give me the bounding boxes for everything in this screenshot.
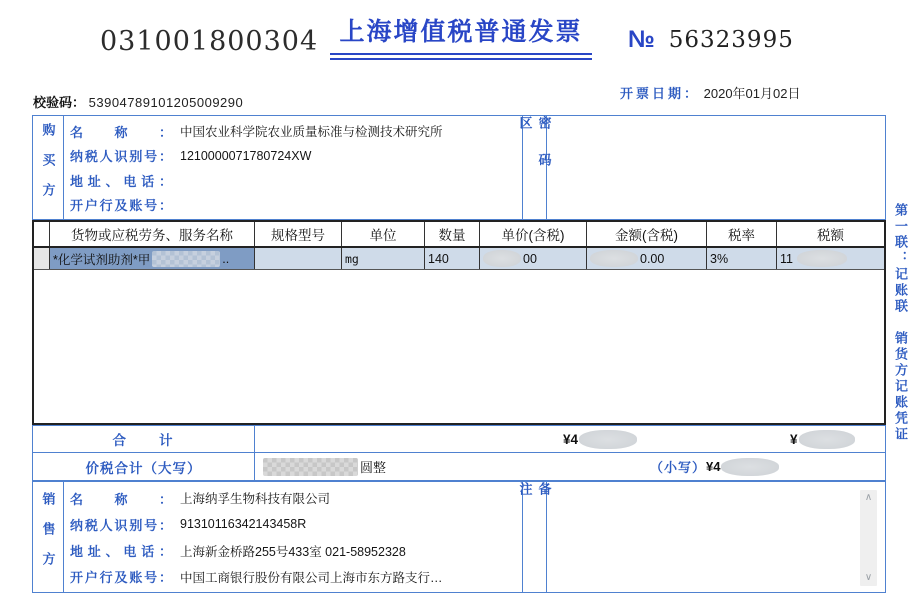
buyer-section xyxy=(32,115,886,220)
item-tax-amount-cell xyxy=(777,248,884,269)
password-zone-column xyxy=(517,116,552,219)
seller-taxid-value: 91310116342143458R xyxy=(180,517,307,532)
item-unit-price-cell xyxy=(480,248,587,269)
sum-content xyxy=(255,426,885,452)
sum-tax xyxy=(790,430,855,449)
seller-address-value: 上海新金桥路255号433室 021-58952328 xyxy=(180,544,406,559)
item-name-text: *化学试剂助剂*甲 xyxy=(53,252,151,267)
redaction-blur xyxy=(799,430,855,449)
amount-visible: 0.00 xyxy=(640,251,665,266)
sum-amount xyxy=(563,430,637,449)
total-in-words-label: 价税合计（大写） xyxy=(33,453,255,480)
col-amount: 金额(含税) xyxy=(587,222,707,246)
col-spec: 规格型号 xyxy=(255,222,342,246)
issue-date-row xyxy=(620,83,800,102)
buyer-taxid-label: 纳税人识别号： xyxy=(70,149,172,165)
item-unit-cell: mg xyxy=(342,248,425,269)
copy-usage-note: 第一联：记账联 销货方记账凭证 xyxy=(893,203,908,443)
seller-name-value: 上海纳孚生物科技有限公司 xyxy=(180,492,331,507)
item-quantity-cell: 140 xyxy=(425,248,480,269)
seller-name-label: 名称： xyxy=(70,491,172,507)
issue-date-label: 开票日期： xyxy=(620,86,701,101)
password-zone-area xyxy=(547,116,885,219)
sum-amount-visible: ¥4 xyxy=(563,432,579,447)
item-amount-cell xyxy=(587,248,707,269)
unit-price-visible: 00 xyxy=(523,251,537,266)
seller-address-label: 地址、电话： xyxy=(70,544,172,560)
check-code-label: 校验码： xyxy=(33,95,86,110)
item-spec-cell xyxy=(255,248,342,269)
total-in-words-row xyxy=(33,453,885,480)
buyer-taxid-value: 1210000071780724XW xyxy=(180,148,312,163)
buyer-name-value: 中国农业科学院农业质量标准与检测技术研究所 xyxy=(180,125,443,140)
row-selector-cell[interactable] xyxy=(34,248,50,269)
buyer-bank-row xyxy=(70,193,522,218)
invoice-title-block xyxy=(330,12,592,60)
seller-section xyxy=(32,481,886,593)
item-name-cell xyxy=(50,248,255,269)
buyer-address-label: 地址、电话： xyxy=(70,173,172,189)
redaction-blur xyxy=(721,458,779,476)
amount-numeric xyxy=(650,457,779,476)
col-unit: 单位 xyxy=(342,222,425,246)
item-name-trailing: .. xyxy=(222,251,230,266)
item-tax-rate-cell: 3% xyxy=(707,248,777,269)
notes-column xyxy=(517,482,552,592)
seller-party-column xyxy=(33,482,64,592)
redaction-blur xyxy=(579,430,637,449)
amount-words-visible: 圆整 xyxy=(360,460,387,475)
numero-sign: № xyxy=(628,26,655,53)
seller-bank-row xyxy=(70,564,522,589)
seller-fields xyxy=(64,482,522,592)
buyer-fields xyxy=(64,116,522,219)
seller-address-row xyxy=(70,538,522,563)
small-amount-label: （小写） xyxy=(650,460,707,475)
items-table xyxy=(32,220,886,425)
issue-date-value: 2020年01月02日 xyxy=(703,86,801,101)
sum-row xyxy=(33,426,885,453)
invoice-number: 56323995 xyxy=(668,27,794,53)
password-zone-label: 密码区 xyxy=(517,116,552,190)
notes-area[interactable] xyxy=(547,482,885,592)
seller-bank-value: 中国工商银行股份有限公司上海市东方路支行… xyxy=(180,570,443,585)
check-code-row xyxy=(33,92,243,111)
buyer-name-row xyxy=(70,119,522,144)
buyer-taxid-row xyxy=(70,144,522,169)
seller-taxid-row xyxy=(70,512,522,537)
redaction-blur xyxy=(263,458,358,476)
col-unit-price: 单价(含税) xyxy=(480,222,587,246)
redaction-blur xyxy=(590,250,638,267)
buyer-address-row xyxy=(70,168,522,193)
invoice-number-block xyxy=(628,26,794,54)
item-row-selected[interactable] xyxy=(34,248,884,270)
title-underline-1 xyxy=(330,53,592,55)
seller-bank-label: 开户行及账号： xyxy=(70,570,172,586)
buyer-bank-label: 开户行及账号： xyxy=(70,198,172,214)
seller-name-row xyxy=(70,486,522,511)
title-underline-2 xyxy=(330,58,592,60)
col-item-name: 货物或应税劳务、服务名称 xyxy=(50,222,255,246)
amount-numeric-visible: ¥4 xyxy=(706,459,721,474)
check-code-value: 53904789101205009290 xyxy=(88,95,244,110)
totals-section xyxy=(32,425,886,481)
buyer-name-label: 名称： xyxy=(70,124,172,140)
seller-taxid-label: 纳税人识别号： xyxy=(70,517,172,533)
buyer-party-label: 购买方 xyxy=(40,122,56,213)
sum-tax-visible: ¥ xyxy=(790,432,798,447)
col-tax-rate: 税率 xyxy=(707,222,777,246)
invoice-title: 上海增值税普通发票 xyxy=(339,18,583,46)
redaction-blur xyxy=(483,250,521,267)
col-tax-amount: 税额 xyxy=(817,228,844,243)
col-quantity: 数量 xyxy=(425,222,480,246)
total-in-words-content xyxy=(255,453,885,480)
buyer-party-column xyxy=(33,116,64,219)
notes-scrollbar[interactable] xyxy=(860,490,877,586)
scroll-up-icon[interactable]: ∧ xyxy=(864,492,873,503)
row-selector-header xyxy=(34,222,50,246)
redaction-blur xyxy=(797,250,847,267)
notes-label: 备注 xyxy=(517,482,552,545)
invoice-code: 031001800304 xyxy=(100,26,319,57)
scroll-down-icon[interactable]: ∨ xyxy=(864,572,873,583)
redaction-blur xyxy=(152,251,220,267)
tax-amount-visible: 11 xyxy=(780,251,793,266)
amount-in-words xyxy=(263,457,386,476)
items-header-row xyxy=(34,222,884,248)
seller-party-label: 销售方 xyxy=(40,492,56,582)
sum-label: 合 计 xyxy=(33,426,255,452)
